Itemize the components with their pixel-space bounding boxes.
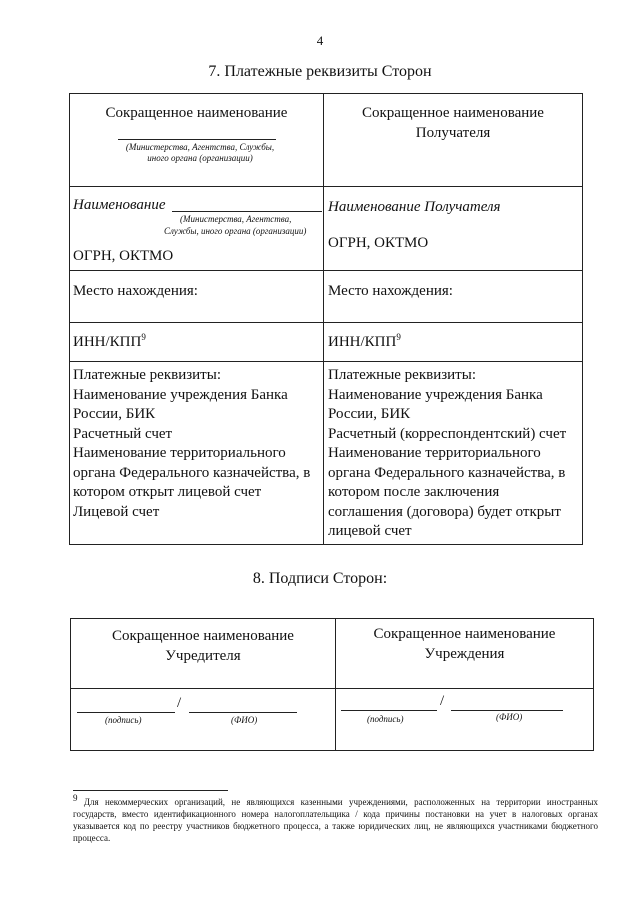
table-column-divider [323,94,324,544]
table-row-divider [70,270,582,271]
right-inn-kpp-text: ИНН/КПП [328,334,397,350]
section-8-title: 8. Подписи Сторон: [252,570,388,587]
founder-fio-caption: (ФИО) [231,715,258,725]
section-7-title: 7. Платежные реквизиты Сторон [208,63,432,80]
table-row-divider [71,688,593,689]
right-payment-details [328,366,566,542]
founder-label: Учредителя [165,648,241,664]
left-payment-line: России, БИК [73,406,156,422]
right-payment-line: органа Федерального казначейства, в [328,464,566,481]
institution-short-name-label: Сокращенное наименование [373,626,556,642]
left-short-name-hint-2: иного органа (организации) [147,153,253,163]
right-inn-kpp-label [328,333,401,353]
right-inn-footnote-ref: 9 [396,332,401,342]
footnote-text: Для некоммерческих организаций, не являющихся казенными учреждениями, расположенных на территории иностранных государств, вместо идентификационного номера налогоплательщика / кода причины постановки на учет в налоговых органах указывается код по реестру участников бюджетного процесса, а также юридических лиц, не являющихся участниками бюджетного процесса. [73,797,598,843]
institution-fio-field[interactable] [451,710,563,711]
left-payment-line: Наименование учреждения Банка [73,386,288,403]
table-row-divider [70,322,582,323]
left-short-name-field[interactable] [118,139,276,140]
right-payment-line: Платежные реквизиты: [328,367,476,383]
left-payment-line: Расчетный счет [73,425,173,442]
right-payment-line: котором после заключения [328,484,500,500]
page-number: 4 [316,33,324,48]
left-payment-line: Лицевой счет [73,503,160,520]
left-inn-footnote-ref: 9 [141,332,146,342]
left-name-field[interactable] [172,211,322,212]
left-payment-line: органа Федерального казначейства, в [73,464,311,481]
right-payment-line: Наименование территориального [328,445,541,461]
institution-signature-field[interactable] [341,710,437,711]
right-payment-line: Расчетный (корреспондентский) счет [328,425,567,442]
founder-short-name-label: Сокращенное наименование [112,628,294,644]
left-payment-line: Наименование территориального [73,445,286,461]
left-payment-line: Платежные реквизиты: [73,367,221,383]
footnote-marker: 9 [73,793,78,803]
footnote [73,793,598,844]
right-location-label: Место нахождения: [328,283,453,299]
institution-fio-caption: (ФИО) [496,712,523,722]
signatures-table [70,618,594,751]
founder-fio-field[interactable] [189,712,297,713]
founder-signature-separator: / [177,695,182,711]
left-location-label: Место нахождения: [73,283,198,299]
left-payment-details [73,366,310,522]
left-inn-kpp-text: ИНН/КПП [73,334,142,350]
left-short-name-label: Сокращенное наименование [105,105,288,121]
left-name-label: Наименование [73,197,166,213]
left-short-name-hint: (Министерства, Агентства, Службы, [125,142,275,152]
right-payment-line: лицевой счет [328,523,412,539]
founder-signature-caption: (подпись) [105,715,142,725]
left-name-hint-2: Службы, иного органа (организации) [164,226,307,236]
institution-signature-separator: / [440,693,445,709]
institution-label: Учреждения [424,646,505,662]
institution-signature-caption: (подпись) [367,714,404,724]
table-row-divider [70,361,582,362]
footnote-separator [73,790,228,791]
table-row-divider [70,186,582,187]
left-payment-line: котором открыт лицевой счет [73,484,262,500]
payment-details-table [69,93,583,545]
right-short-name-label-2: Получателя [415,125,491,141]
right-payment-line: Наименование учреждения Банка [328,386,543,403]
left-ogrn-oktmo: ОГРН, ОКТМО [73,248,174,264]
left-inn-kpp-label [73,333,146,353]
right-name-label: Наименование Получателя [328,199,501,215]
right-ogrn-oktmo: ОГРН, ОКТМО [328,235,429,251]
right-payment-line: России, БИК [328,406,411,422]
right-payment-line: соглашения (договора) будет открыт [328,503,561,520]
left-name-hint: (Министерства, Агентства, [180,214,292,224]
right-short-name-label: Сокращенное наименование [362,105,544,121]
founder-signature-field[interactable] [77,712,175,713]
